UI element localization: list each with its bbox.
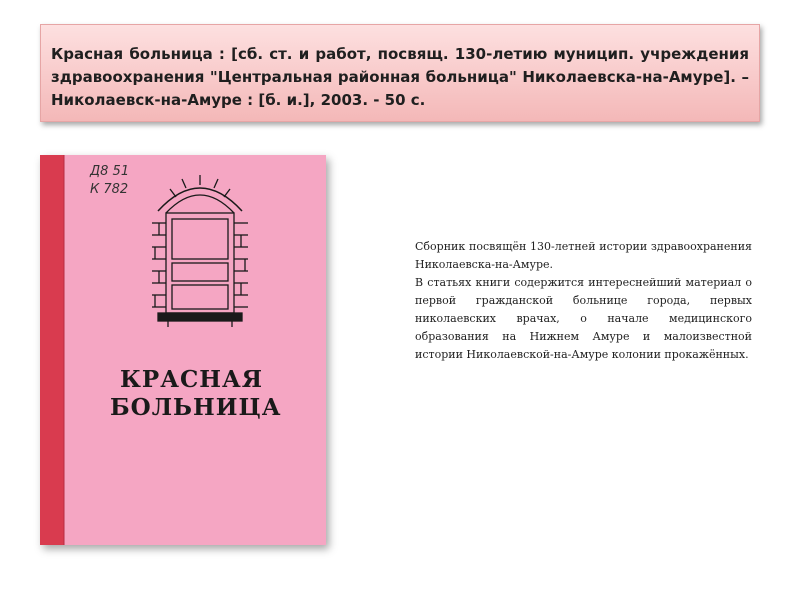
cover-title-line1: КРАСНАЯ: [120, 366, 264, 393]
book-cover: [40, 155, 326, 545]
description-paragraph-2: В статьях книги содержится интереснейший материал о первой гражданской больнице города, первых николаевских врачах, о начале медицинского образования на Нижнем Амуре и малоизвестной истории Николаевской-на-Амуре колонии прокажённых.: [415, 276, 752, 361]
cover-title-line2: БОЛЬНИЦА: [110, 394, 282, 421]
citation-banner: [40, 24, 760, 122]
description-paragraph-1: Сборник посвящён 130-летней истории здравоохранения Николаевска-на-Амуре.: [415, 240, 752, 271]
book-description: [415, 238, 752, 364]
shelfmark-line2: К 782: [90, 182, 129, 197]
book-cover-image: [40, 155, 326, 545]
citation-text: Красная больница : [сб. ст. и работ, посвящ. 130-летию муницип. учреждения здравоохранения "Центральная районная больница" Николаевска-на-Амуре]. – Николаевск-на-Амуре : [б. и.], 2003. - 50 с.: [51, 45, 749, 109]
shelfmark-line1: Д8 51: [90, 164, 130, 179]
